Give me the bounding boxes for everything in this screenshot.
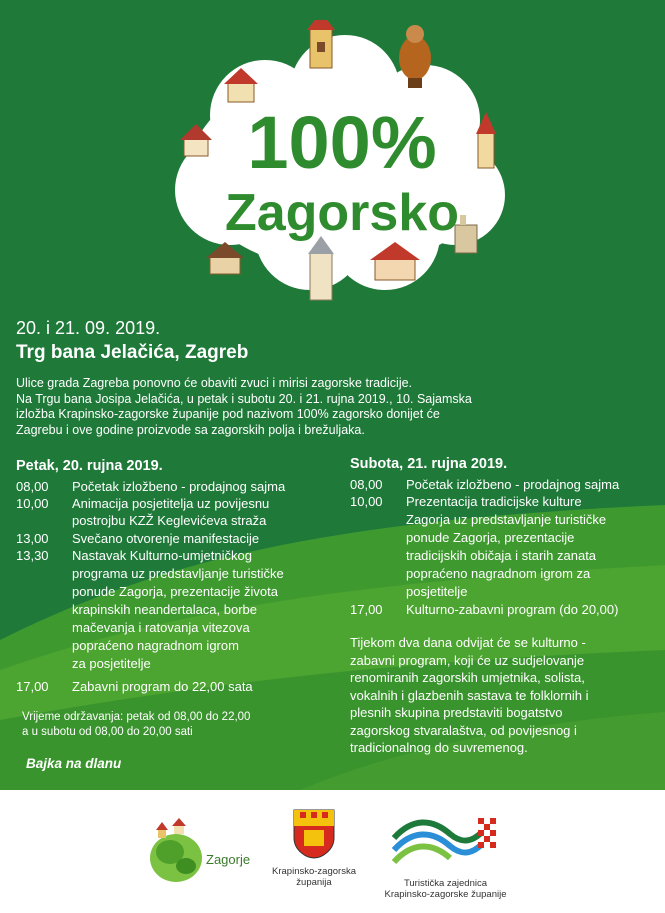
closing-line: zagorskog stvaralaštva, od povijesnog i [350, 722, 577, 738]
closing-line: vokalnih i glazbenih sastava te folklornih i [350, 687, 589, 703]
county-logo-text [268, 866, 360, 888]
hours-line: a u subotu od 08,00 do 20,00 sati [22, 726, 193, 738]
schedule-time: 17,00 [350, 602, 383, 617]
castle-icon [307, 20, 335, 68]
schedule-desc: mačevanja i ratovanja vitezova [72, 620, 250, 635]
schedule-desc: Nastavak Kulturno-umjetničkog [72, 548, 252, 563]
schedule-desc: Prezentacija tradicijske kulture [406, 494, 582, 509]
event-dates: 20. i 21. 09. 2019. [16, 318, 161, 338]
schedule-desc: Animacija posjetitelja uz povijesnu [72, 496, 270, 511]
schedule-desc: posjetitelje [406, 584, 468, 599]
intro-text [16, 376, 472, 438]
opening-hours [22, 710, 250, 740]
intro-line: Na Trgu bana Josipa Jelačića, u petak i subotu 20. i 21. rujna 2019., 10. Sajamska [16, 391, 472, 406]
schedule-time: 08,00 [16, 479, 49, 494]
event-venue: Trg bana Jelačića, Zagreb [16, 342, 249, 363]
schedule-desc: Zagorja uz predstavljanje turističke [406, 512, 607, 527]
zagorje-logo-icon [140, 808, 220, 888]
schedule-desc: popraćeno nagradnom igrom za [406, 566, 591, 581]
hero-title-zagorsko: Zagorsko [224, 184, 460, 242]
intro-line: Ulice grada Zagreba ponovno će obaviti zvuci i mirisi zagorske tradicije. [16, 376, 413, 390]
saturday-title: Subota, 21. rujna 2019. [350, 456, 508, 472]
closing-line: tradicionalnog do suvremenog. [350, 740, 528, 755]
schedule-time: 17,00 [16, 679, 49, 694]
schedule-desc: Svečano otvorenje manifestacije [72, 531, 260, 546]
schedule-desc: za posjetitelje [72, 656, 151, 671]
hero-cloud [170, 20, 510, 310]
friday-title: Petak, 20. rujna 2019. [16, 458, 163, 474]
tourism-board-logo-icon [392, 810, 497, 870]
tourism-name-line: Turistička zajednica [403, 878, 488, 889]
schedule-desc: tradicijskih običaja i starih zanata [406, 548, 597, 563]
zagorje-logo-text: Zagorje [206, 852, 251, 867]
county-name-line: županija [296, 877, 332, 888]
schedule-desc: postrojbu KZŽ Keglevićeva straža [72, 513, 267, 528]
checkerboard-icon [478, 818, 496, 848]
hours-line: Vrijeme održavanja: petak od 08,00 do 22,00 [22, 711, 251, 723]
hero-title-100: 100% [247, 101, 437, 184]
intro-line: Zagrebu i ove godine proizvode sa zagorskih polja i brežuljaka. [16, 422, 365, 437]
farmhouse-icon [206, 242, 244, 274]
schedule-desc: Početak izložbeno - prodajnog sajma [72, 479, 286, 494]
schedule-time: 13,00 [16, 531, 49, 546]
footer-logos [0, 790, 665, 913]
tourism-board-text [378, 878, 513, 900]
schedule-time: 08,00 [350, 477, 383, 492]
schedule-desc: programa uz predstavljanje turističke [72, 566, 284, 581]
schedule-desc: Početak izložbeno - prodajnog sajma [406, 477, 620, 492]
schedule-desc: ponude Zagorja, prezentacije [406, 530, 575, 545]
closing-line: renomiranih zagorskih umjetnika, solista, [350, 670, 585, 685]
intro-line: izložba Krapinsko-zagorske županije pod nazivom 100% zagorsko donijet će [16, 407, 440, 421]
closing-line: zabavni program, koji će uz sudjelovanje [350, 652, 585, 668]
schedule-desc: Kulturno-zabavni program (do 20,00) [406, 602, 619, 617]
schedule-desc: popraćeno nagradnom igrom [72, 638, 239, 653]
closing-line: plesnih skupina predstaviti bogatstvo [350, 705, 563, 720]
schedule-desc: ponude Zagorja, prezentacije života [72, 584, 278, 599]
county-coat-of-arms-icon [292, 808, 336, 860]
closing-paragraph [350, 634, 588, 757]
tourism-name-line: Krapinsko-zagorske županije [384, 889, 507, 900]
schedule-time: 10,00 [350, 494, 383, 509]
schedule-time: 10,00 [16, 496, 49, 511]
brand-slogan: Bajka na dlanu [26, 756, 122, 771]
schedule-time: 13,30 [16, 548, 49, 563]
county-name-line: Krapinsko-zagorska [272, 866, 356, 877]
schedule-desc: krapinskih neandertalaca, borbe [72, 602, 258, 617]
schedule-desc: Zabavni program do 22,00 sata [72, 679, 253, 694]
closing-line: Tijekom dva dana odvijat će se kulturno - [350, 635, 586, 650]
